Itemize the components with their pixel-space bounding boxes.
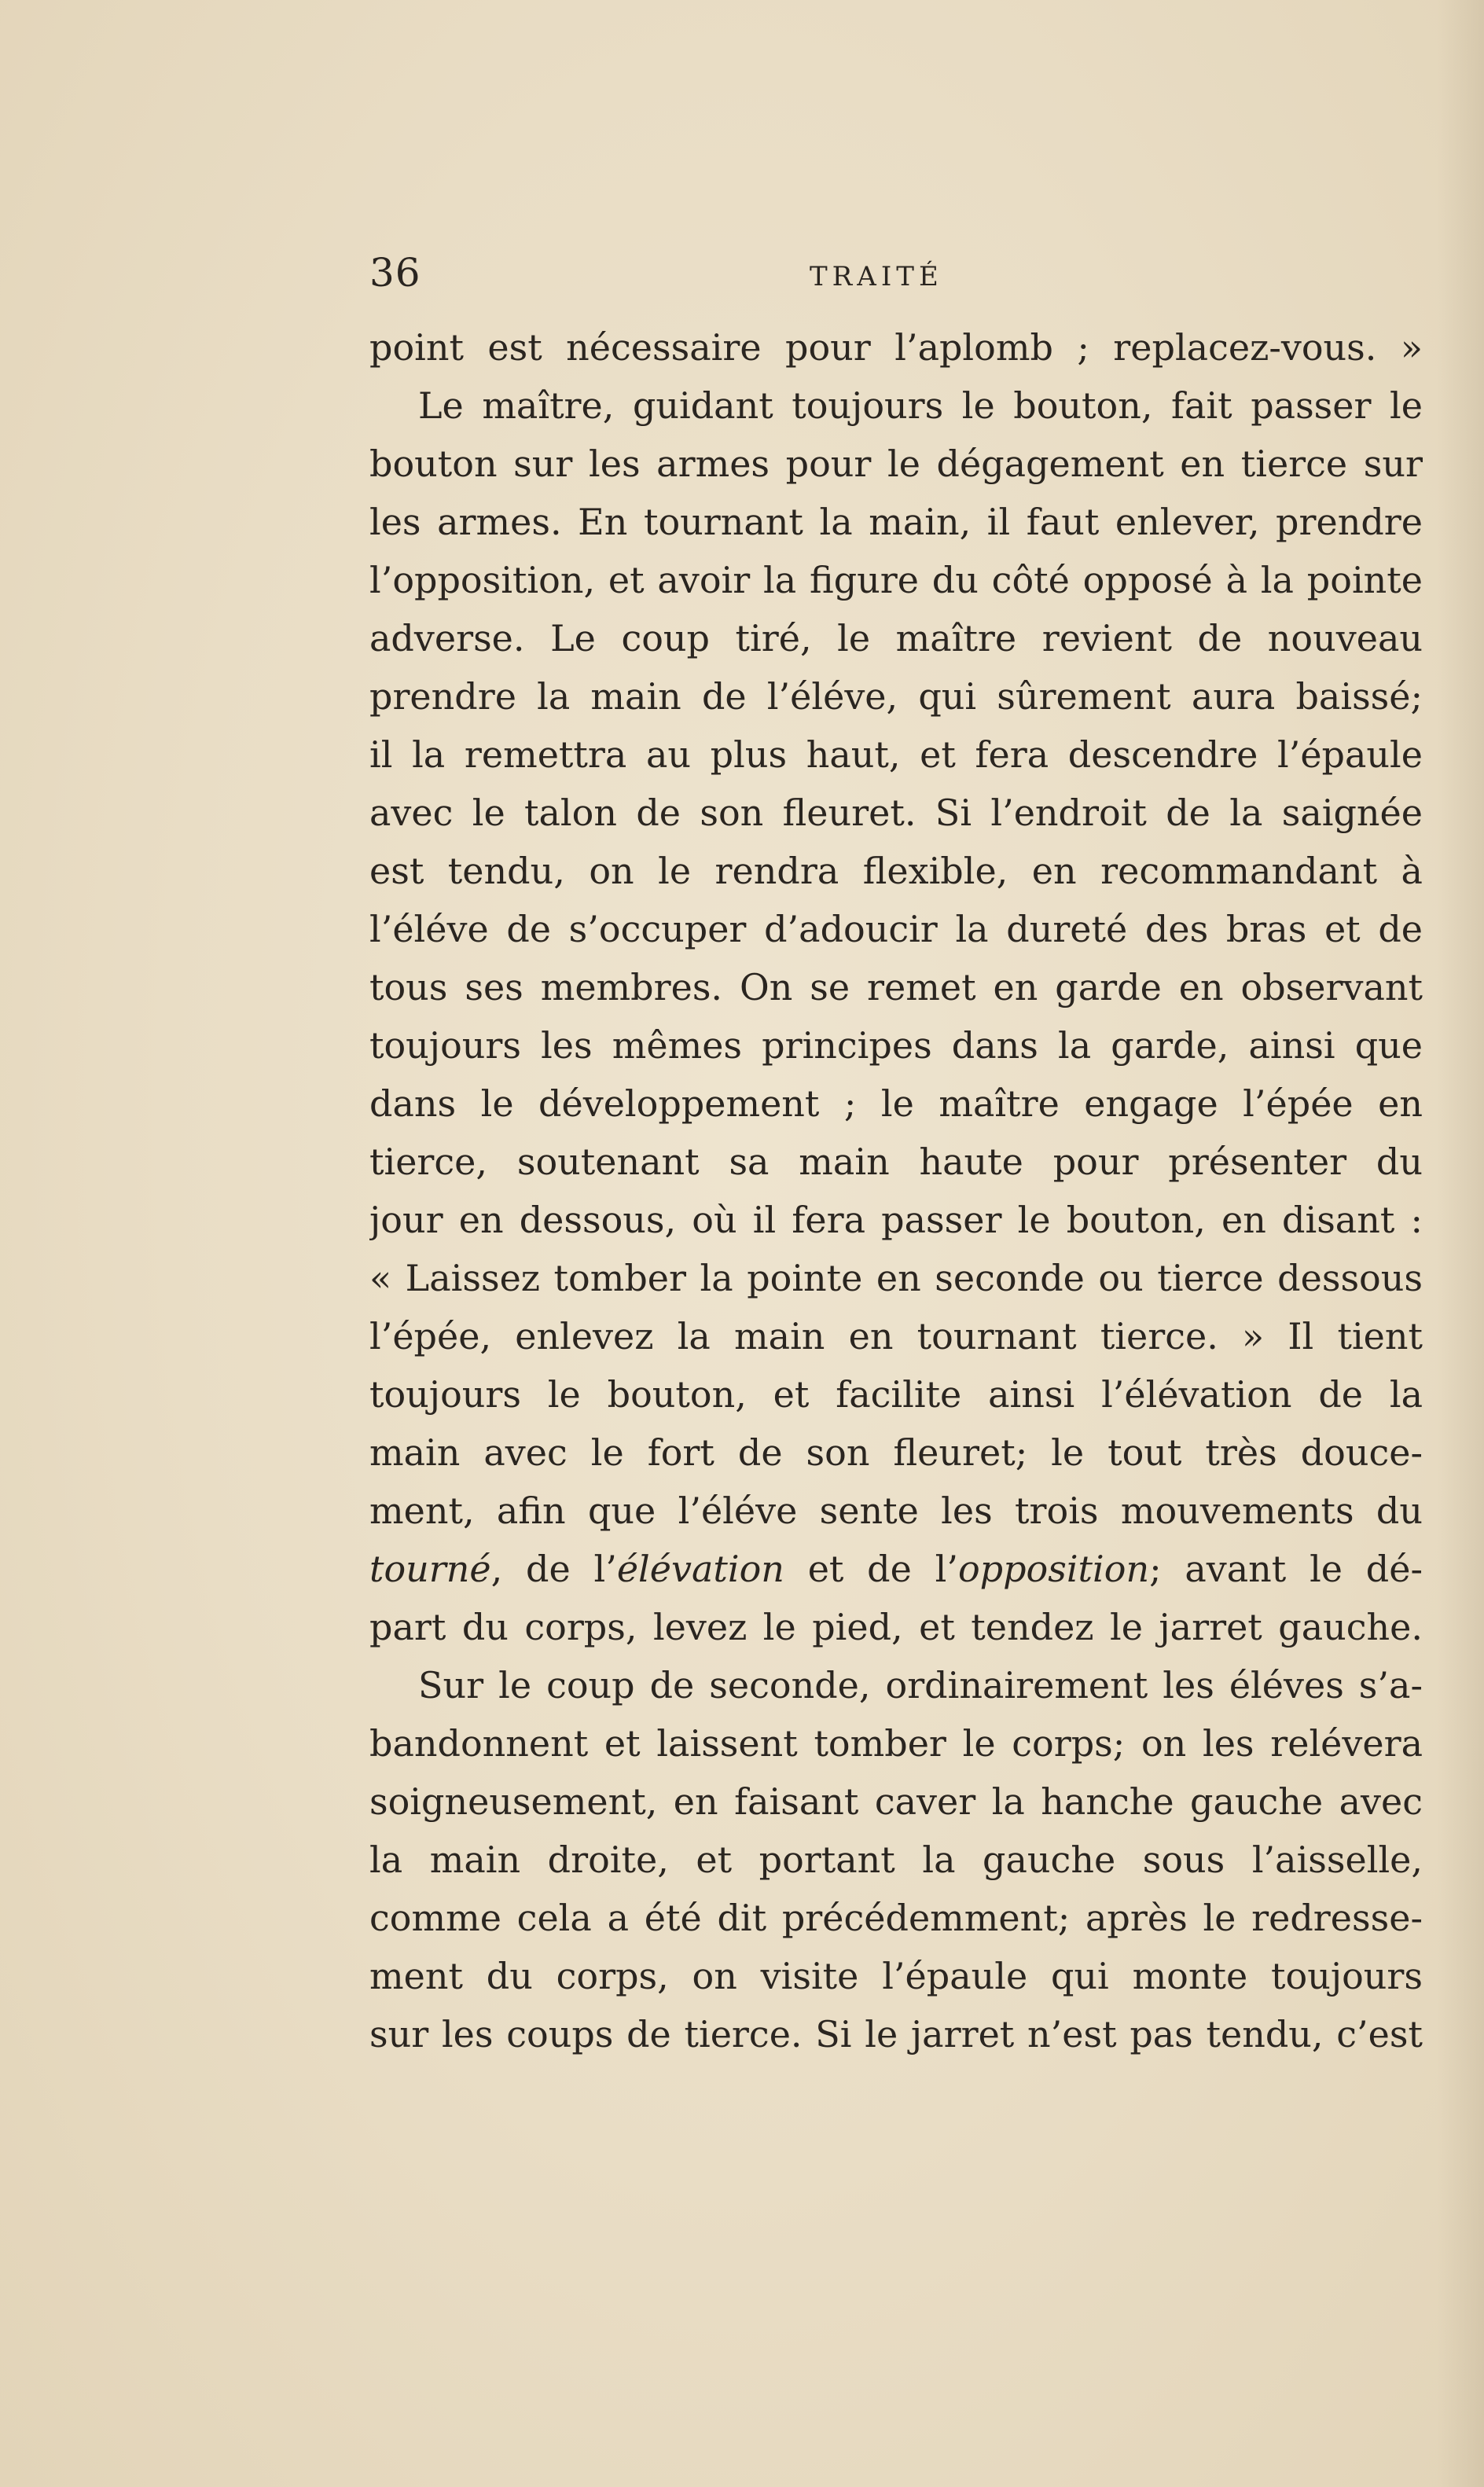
text-line: toujours les mêmes principes dans la garde, ainsi que (369, 1024, 1423, 1067)
text-line: soigneusement, en faisant caver la hanche gauche avec (369, 1780, 1423, 1823)
text-fragment: et de l’ (784, 1548, 958, 1590)
text-line: avec le talon de son fleuret. Si l’endroit de la saignée (369, 792, 1423, 834)
italic-term: tourné (369, 1548, 491, 1590)
text-fragment: , de l’ (490, 1548, 617, 1590)
text-line: adverse. Le coup tiré, le maître revient de nouveau (369, 617, 1423, 659)
italic-term: élévation (616, 1548, 784, 1590)
text-line: point est nécessaire pour l’aplomb ; replacez-vous. » (369, 326, 1423, 369)
text-line (369, 1540, 1423, 1598)
text-line: l’éléve de s’occuper d’adoucir la dureté des bras et de (369, 908, 1423, 950)
text-line: ment du corps, on visite l’épaule qui monte toujours (369, 1955, 1423, 1997)
text-line: prendre la main de l’éléve, qui sûrement aura baissé; (369, 675, 1423, 718)
text-line: bouton sur les armes pour le dégagement en tierce sur (369, 443, 1423, 485)
text-line: bandonnent et laissent tomber le corps; on les relévera (369, 1722, 1423, 1765)
running-head: TRAITÉ (810, 261, 943, 292)
text-line: « Laissez tomber la pointe en seconde ou tierce dessous (369, 1257, 1423, 1299)
text-line: part du corps, levez le pied, et tendez le jarret gauche. (369, 1606, 1423, 1648)
text-line: ment, afin que l’éléve sente les trois mouvements du (369, 1490, 1423, 1532)
text-line: dans le développement ; le maître engage l’épée en (369, 1082, 1423, 1125)
text-fragment: ; avant le dé- (1149, 1548, 1423, 1590)
text-line: toujours le bouton, et facilite ainsi l’élévation de la (369, 1373, 1423, 1416)
text-line: Sur le coup de seconde, ordinairement les éléves s’a- (418, 1664, 1423, 1706)
page-edge-shadow (1437, 0, 1484, 2487)
text-line: l’opposition, et avoir la figure du côté opposé à la pointe (369, 559, 1423, 601)
text-line: la main droite, et portant la gauche sous l’aisselle, (369, 1839, 1423, 1881)
text-line: sur les coups de tierce. Si le jarret n’est pas tendu, c’est (369, 2013, 1423, 2055)
page-header (369, 250, 1423, 297)
text-line: Le maître, guidant toujours le bouton, fait passer le (418, 384, 1423, 427)
text-line: il la remettra au plus haut, et fera descendre l’épaule (369, 733, 1423, 776)
text-line: est tendu, on le rendra flexible, en recommandant à (369, 850, 1423, 892)
text-line: comme cela a été dit précédemment; après le redresse- (369, 1897, 1423, 1939)
text-line: les armes. En tournant la main, il faut enlever, prendre (369, 501, 1423, 543)
text-line: jour en dessous, où il fera passer le bouton, en disant : (369, 1199, 1423, 1241)
text-line: l’épée, enlevez la main en tournant tierce. » Il tient (369, 1315, 1423, 1357)
text-line: tous ses membres. On se remet en garde en observant (369, 966, 1423, 1008)
text-line: main avec le fort de son fleuret; le tout très douce- (369, 1431, 1423, 1474)
page-number: 36 (369, 250, 421, 296)
text-line: tierce, soutenant sa main haute pour présenter du (369, 1141, 1423, 1183)
italic-term: opposition (957, 1548, 1150, 1590)
body-text (369, 318, 1423, 2063)
